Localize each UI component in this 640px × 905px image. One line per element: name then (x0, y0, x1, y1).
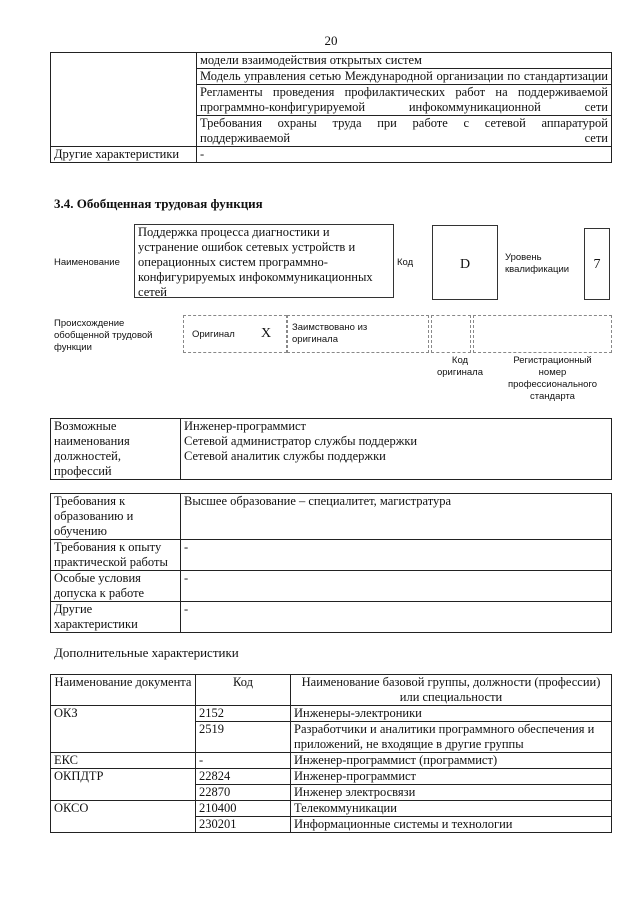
code-label: Код (397, 257, 414, 268)
code-original-cell (431, 315, 471, 353)
position-item: Сетевой администратор службы поддержки (184, 434, 418, 448)
top-table-empty-cell (51, 53, 197, 147)
additional-title: Дополнительные характеристики (54, 645, 239, 660)
name-label: Наименование (54, 257, 120, 268)
req-label: Другие характеристики (51, 602, 181, 633)
section-title: 3.4. Обобщенная трудовая функция (54, 196, 263, 211)
function-name: Поддержка процесса диагностики и устранение ошибок сетевых устройств и операционных систем программно-конфигурируемых инфокоммуникационных сетей (134, 224, 394, 298)
req-value: - (181, 540, 612, 571)
additional-code: 230201 (196, 817, 291, 833)
borrowed-label: Заимствовано из оригинала (292, 322, 368, 345)
req-label: Требования к образованию и обучению (51, 494, 181, 540)
additional-code: - (196, 753, 291, 769)
level-label: Уровень квалификации (505, 252, 570, 275)
code-original-label: Код оригинала (436, 355, 483, 378)
additional-code: 2152 (196, 706, 291, 722)
top-table-row: Модель управления сетью Международной организации по стандартизации (197, 69, 612, 85)
additional-code: 22824 (196, 769, 291, 785)
req-label: Требования к опыту практической работы (51, 540, 181, 571)
top-table-row: Требования охраны труда при работе с сетевой аппаратурой поддерживаемой сети (197, 116, 612, 147)
additional-header: Наименование документа (51, 675, 196, 706)
additional-name: Инженер-программист (291, 769, 612, 785)
req-value: Высшее образование – специалитет, магистратура (181, 494, 612, 540)
additional-doc: ОКПДТР (51, 769, 196, 801)
additional-code: 22870 (196, 785, 291, 801)
top-table-row: Регламенты проведения профилактических работ на поддерживаемой программно-конфигурируемой инфокоммуникационной сети (197, 85, 612, 116)
additional-name: Инженер электросвязи (291, 785, 612, 801)
position-item: Инженер-программист (184, 419, 307, 433)
additional-name: Разработчики и аналитики программного обеспечения и приложений, не входящие в другие группы (291, 722, 612, 753)
req-value: - (181, 602, 612, 633)
original-mark: X (261, 326, 272, 341)
position-item: Сетевой аналитик службы поддержки (184, 449, 386, 463)
additional-doc: ЕКС (51, 753, 196, 769)
req-label: Особые условия допуска к работе (51, 571, 181, 602)
additional-name: Информационные системы и технологии (291, 817, 612, 833)
origin-label: Происхождение обобщенной трудовой функции (54, 318, 153, 353)
positions-label: Возможные наименования должностей, профессий (51, 419, 181, 480)
top-table-other-label: Другие характеристики (51, 147, 197, 163)
additional-name: Инженеры-электроники (291, 706, 612, 722)
additional-header: Наименование базовой группы, должности (профессии) или специальности (291, 675, 612, 706)
additional-doc: ОКЗ (51, 706, 196, 753)
additional-table (50, 674, 612, 833)
page-number: 20 (324, 33, 338, 48)
requirements-table (50, 493, 612, 633)
positions-table (50, 418, 612, 480)
additional-header: Код (196, 675, 291, 706)
additional-name: Инженер-программист (программист) (291, 753, 612, 769)
additional-doc: ОКСО (51, 801, 196, 833)
top-table-other-value: - (197, 147, 612, 163)
req-value: - (181, 571, 612, 602)
top-table-row: модели взаимодействия открытых систем (197, 53, 612, 69)
level-value: 7 (584, 228, 610, 300)
reg-number-cell (473, 315, 612, 353)
original-label: Оригинал (192, 329, 235, 340)
top-table (50, 52, 612, 163)
additional-code: 210400 (196, 801, 291, 817)
code-value: D (432, 225, 498, 300)
additional-code: 2519 (196, 722, 291, 753)
additional-name: Телекоммуникации (291, 801, 612, 817)
reg-number-label: Регистрационный номер профессионального стандарта (508, 355, 597, 402)
